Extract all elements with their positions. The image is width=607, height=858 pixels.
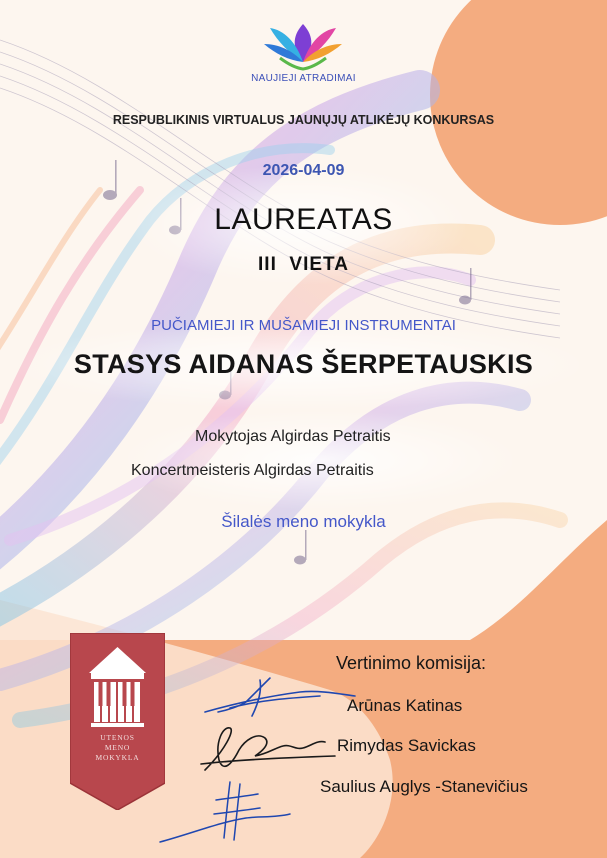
participant-name: STASYS AIDANAS ŠERPETAUSKIS bbox=[73, 349, 534, 379]
school-logo-line: UTENOS bbox=[100, 733, 135, 742]
participant-teacher: Mokytojas Algirdas Petraitis bbox=[195, 428, 391, 445]
committee-member: Rimydas Savickas bbox=[337, 736, 476, 755]
festival-logo-icon bbox=[258, 14, 348, 72]
festival-logo-text: NAUJIEJI ATRADIMAI bbox=[251, 73, 356, 84]
school-logo-line: MENO bbox=[104, 743, 131, 752]
committee-member: Saulius Auglys -Stanevičius bbox=[320, 777, 528, 796]
committee-member: Arūnas Katinas bbox=[347, 696, 463, 715]
participant-accompanist: Koncertmeisteris Algirdas Petraitis bbox=[131, 462, 374, 479]
participant-school: Šilalės meno mokykla bbox=[221, 512, 386, 531]
signature-3 bbox=[150, 778, 310, 848]
signature-2 bbox=[195, 720, 345, 778]
contest-title: RESPUBLIKINIS VIRTUALUS JAUNŲJŲ ATLIKĖJŲ KONKURSAS bbox=[112, 113, 495, 127]
award-title: LAUREATAS bbox=[214, 203, 393, 236]
award-place: III VIETA bbox=[258, 254, 349, 275]
contest-date: 2026-04-09 bbox=[262, 162, 345, 179]
school-logo-line: MOKYKLA bbox=[95, 753, 140, 762]
participant-category: PUČIAMIEJI IR MUŠAMIEJI INSTRUMENTAI bbox=[151, 317, 456, 334]
signature-1 bbox=[200, 672, 360, 722]
peach-blob-right bbox=[470, 520, 607, 640]
school-logo-text bbox=[70, 733, 165, 763]
committee-heading: Vertinimo komisija: bbox=[336, 653, 487, 673]
